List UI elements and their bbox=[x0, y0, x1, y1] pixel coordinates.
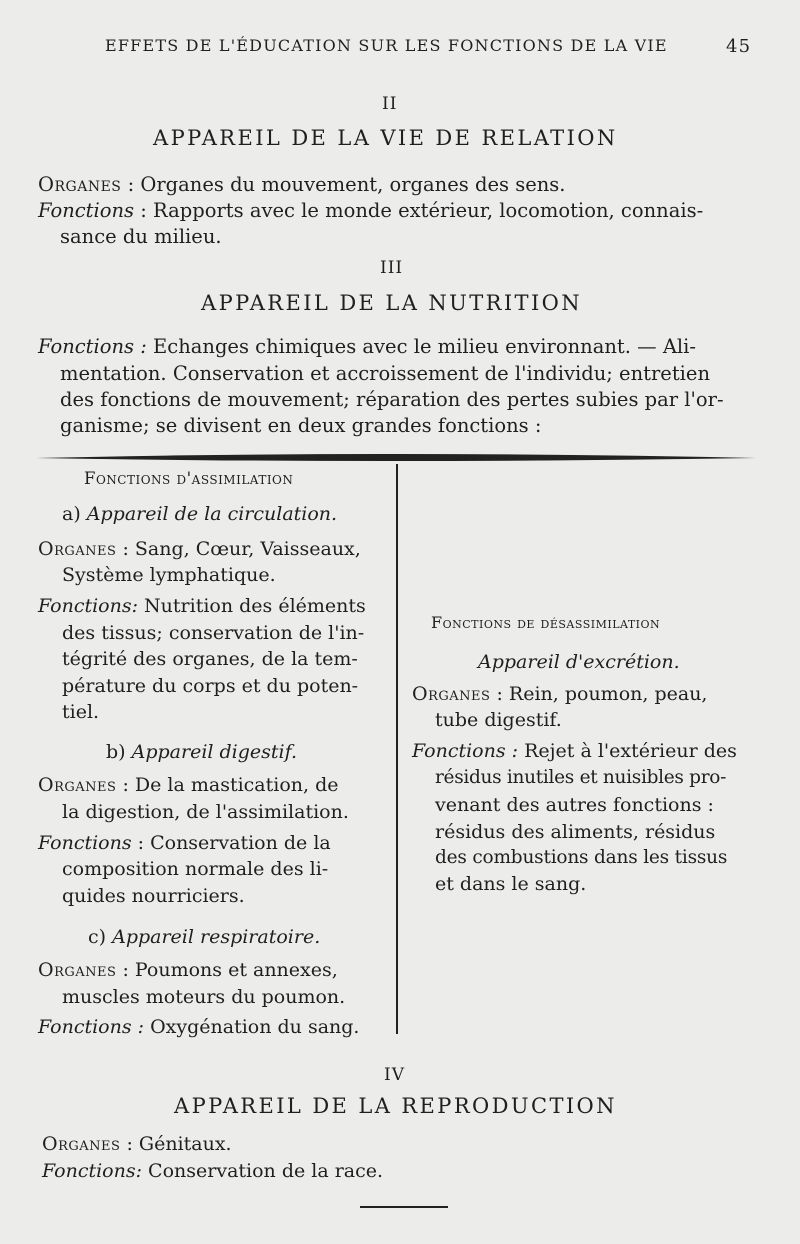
excretion-fonctions-line-5: des combustions dans les tissus bbox=[435, 847, 728, 868]
organes-label: Organes bbox=[42, 1133, 121, 1155]
b-organes-line-2: la digestion, de l'assimilation. bbox=[62, 801, 349, 823]
organes-text: : Poumons et annexes, bbox=[116, 959, 338, 981]
section-4-organes bbox=[42, 1133, 232, 1155]
a-fonctions-line-1 bbox=[38, 595, 366, 617]
section-4-fonctions bbox=[42, 1160, 383, 1182]
organes-label: Organes bbox=[38, 959, 117, 981]
a-fonctions-line-4: pérature du corps et du poten- bbox=[62, 675, 359, 697]
excretion-fonctions-line-2: résidus inutiles et nuisibles pro- bbox=[435, 767, 727, 788]
organes-text: : Organes du mouvement, organes des sens. bbox=[121, 173, 566, 196]
a-organes-line-1 bbox=[38, 538, 361, 560]
section-4-numeral: IV bbox=[384, 1065, 405, 1085]
fonctions-label: Fonctions bbox=[38, 199, 135, 222]
excretion-fonctions-line-3: venant des autres fonctions : bbox=[435, 794, 714, 816]
subsection-c-title bbox=[88, 926, 320, 948]
closing-rule bbox=[360, 1206, 448, 1208]
organes-label: Organes bbox=[38, 538, 117, 560]
organes-label: Organes bbox=[38, 173, 122, 196]
fonctions-text: Oxygénation du sang. bbox=[144, 1016, 360, 1038]
organes-text: : Sang, Cœur, Vaisseaux, bbox=[116, 538, 361, 560]
subsection-c-prefix: c) bbox=[88, 926, 113, 948]
excretion-fonctions-line-1 bbox=[412, 740, 737, 762]
fonctions-label: Fonctions: bbox=[42, 1160, 143, 1182]
section-3-line-4: ganisme; se divisent en deux grandes fonctions : bbox=[60, 414, 542, 437]
organes-text: : Rein, poumon, peau, bbox=[490, 683, 708, 705]
fonctions-text: Echanges chimiques avec le milieu environnant. — Ali- bbox=[146, 335, 696, 358]
a-fonctions-line-2: des tissus; conservation de l'in- bbox=[62, 622, 365, 644]
a-fonctions-line-3: tégrité des organes, de la tem- bbox=[62, 648, 358, 670]
section-2-fonctions-line-1 bbox=[38, 199, 703, 222]
fonctions-text: Nutrition des éléments bbox=[138, 595, 366, 617]
section-2-numeral: II bbox=[382, 94, 398, 114]
c-fonctions-line-1 bbox=[38, 1016, 359, 1038]
section-2-organes bbox=[38, 173, 566, 196]
excretion-title: Appareil d'excrétion. bbox=[478, 651, 680, 673]
organes-text: : Génitaux. bbox=[120, 1133, 232, 1155]
section-2-fonctions-line-2: sance du milieu. bbox=[60, 225, 222, 248]
fonctions-text: : Rapports avec le monde extérieur, locomotion, connais- bbox=[134, 199, 704, 222]
organes-label: Organes bbox=[38, 774, 117, 796]
fonctions-label: Fonctions : bbox=[38, 1016, 145, 1038]
b-organes-line-1 bbox=[38, 774, 339, 796]
organes-label: Organes bbox=[412, 683, 491, 705]
running-title: EFFETS DE L'ÉDUCATION SUR LES FONCTIONS DE LA VIE bbox=[105, 36, 668, 55]
fonctions-text: Rejet à l'extérieur des bbox=[518, 740, 737, 762]
section-3-numeral: III bbox=[380, 258, 404, 278]
a-fonctions-line-5: tiel. bbox=[62, 701, 100, 723]
subsection-b-name: Appareil digestif. bbox=[131, 741, 298, 763]
section-2-title: APPAREIL DE LA VIE DE RELATION bbox=[153, 126, 618, 150]
column-divider bbox=[396, 464, 398, 1034]
section-3-line-2: mentation. Conservation et accroissement de l'individu; entretien bbox=[60, 362, 711, 385]
organes-text: : De la mastication, de bbox=[116, 774, 339, 796]
section-3-line-1 bbox=[38, 335, 696, 358]
b-fonctions-line-2: composition normale des li- bbox=[62, 858, 329, 880]
subsection-a-name: Appareil de la circulation. bbox=[86, 503, 338, 525]
fonctions-label: Fonctions bbox=[38, 832, 132, 854]
excretion-organes-line-1 bbox=[412, 683, 707, 705]
fonctions-label: Fonctions : bbox=[412, 740, 519, 762]
c-organes-line-1 bbox=[38, 959, 338, 981]
b-fonctions-line-3: quides nourriciers. bbox=[62, 885, 245, 907]
subsection-b-prefix: b) bbox=[106, 741, 132, 763]
b-fonctions-line-1 bbox=[38, 832, 331, 854]
excretion-fonctions-line-4: résidus des aliments, résidus bbox=[435, 821, 716, 843]
c-organes-line-2: muscles moteurs du poumon. bbox=[62, 986, 346, 1008]
fonctions-label: Fonctions: bbox=[38, 595, 139, 617]
right-column-heading: Fonctions de désassimilation bbox=[431, 613, 661, 632]
excretion-fonctions-line-6: et dans le sang. bbox=[435, 873, 587, 895]
section-3-line-3: des fonctions de mouvement; réparation des pertes subies par l'or- bbox=[60, 388, 724, 411]
subsection-a-title bbox=[62, 503, 337, 525]
left-column-heading: Fonctions d'assimilation bbox=[84, 469, 294, 488]
fonctions-text: : Conservation de la bbox=[131, 832, 331, 854]
fonctions-text: Conservation de la race. bbox=[142, 1160, 384, 1182]
page-number: 45 bbox=[726, 36, 752, 57]
fonctions-label: Fonctions : bbox=[38, 335, 147, 358]
subsection-c-name: Appareil respiratoire. bbox=[112, 926, 321, 948]
section-3-title: APPAREIL DE LA NUTRITION bbox=[201, 291, 583, 315]
subsection-b-title bbox=[106, 741, 297, 763]
a-organes-line-2: Système lymphatique. bbox=[62, 564, 276, 586]
excretion-organes-line-2: tube digestif. bbox=[435, 709, 562, 731]
subsection-a-prefix: a) bbox=[62, 503, 87, 525]
section-4-title: APPAREIL DE LA REPRODUCTION bbox=[174, 1094, 617, 1118]
